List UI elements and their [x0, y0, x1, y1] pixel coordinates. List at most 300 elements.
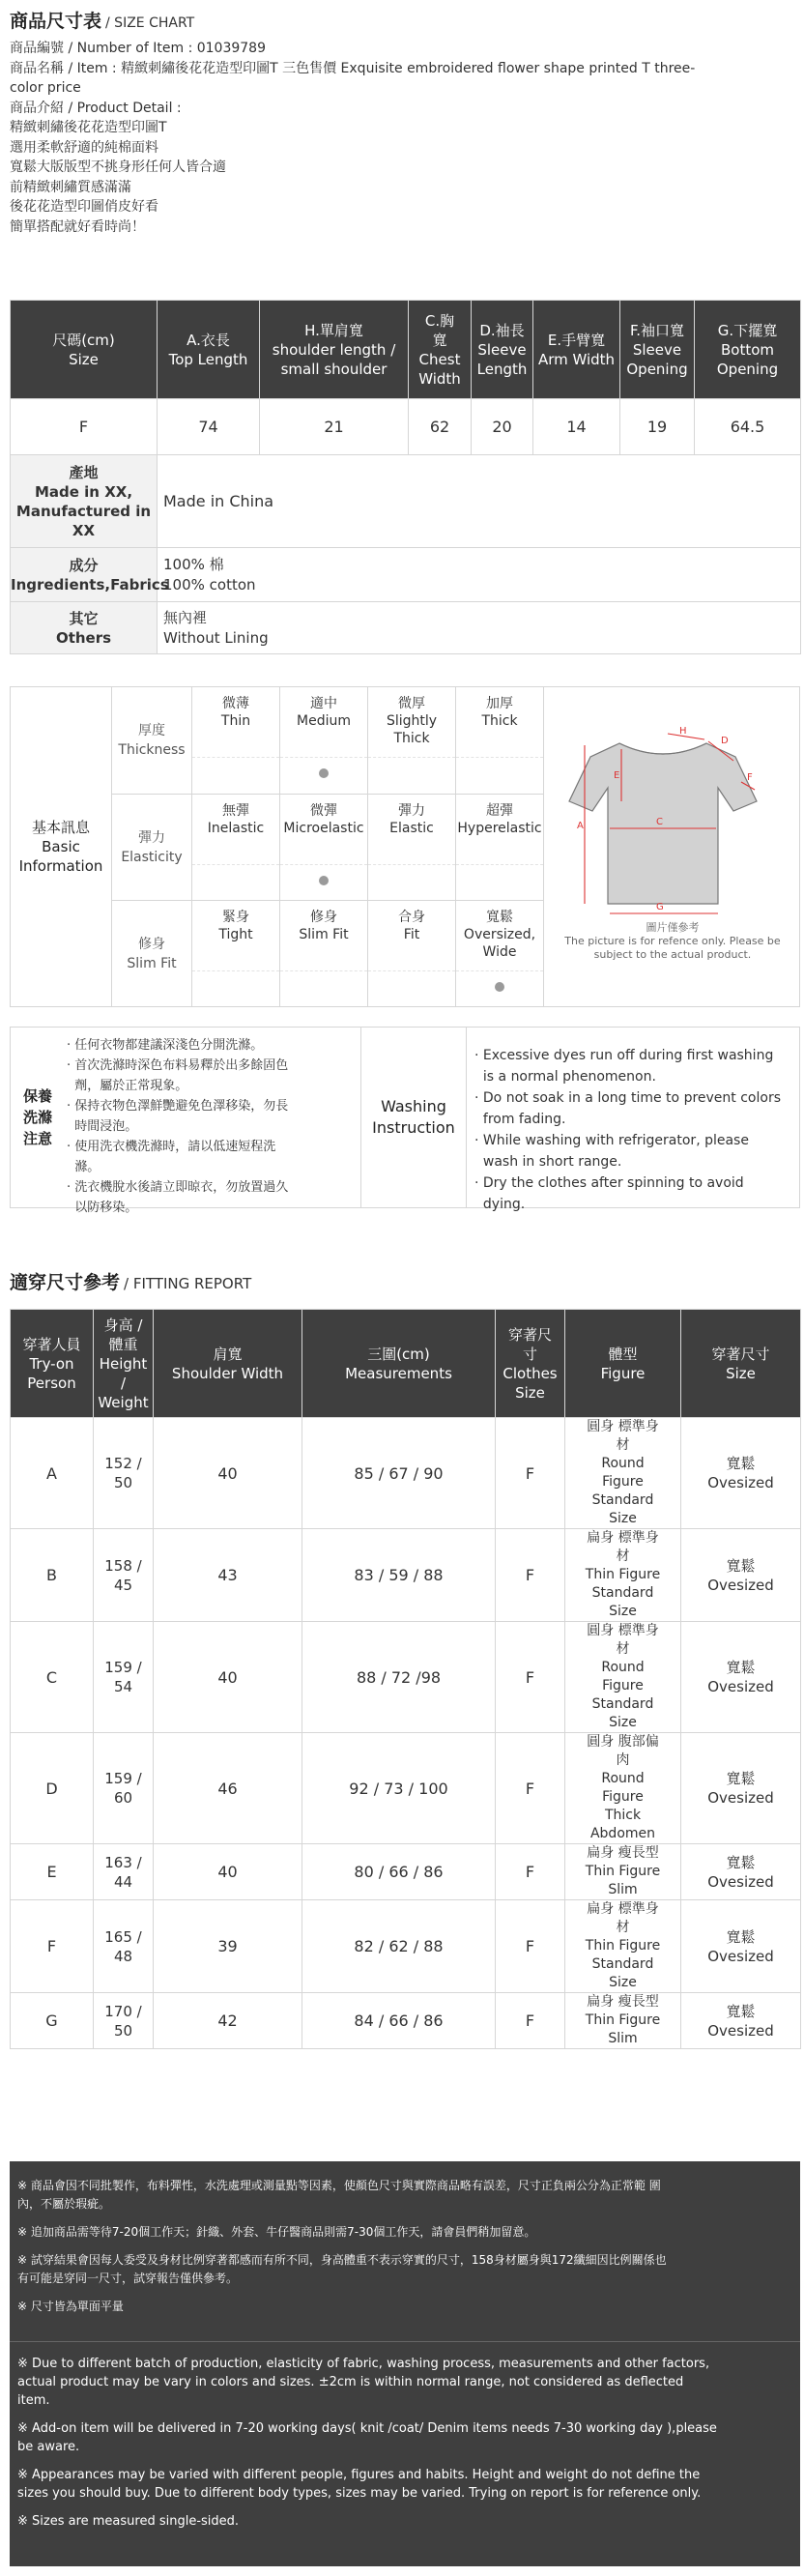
size-header-text: Sleeve	[632, 340, 682, 359]
washing-text-zh	[67, 1035, 357, 1218]
washing-zh-line: · 保持衣物色澤鮮艷避免色澤移染，勿長	[67, 1099, 289, 1114]
size-header-cell	[158, 301, 260, 399]
fit-size-line: Ovesized	[707, 1576, 774, 1594]
try-on-person: D	[11, 1733, 94, 1844]
size-header-text: G.下擺寬	[717, 321, 778, 339]
size-header-text: D.袖長	[479, 321, 525, 339]
basic-option-line: 微薄	[222, 696, 249, 711]
basic-option	[368, 900, 456, 1006]
fitting-row	[11, 1622, 801, 1733]
basic-option-text	[456, 695, 543, 730]
measurements: 83 / 59 / 88	[302, 1529, 496, 1622]
fitting-row	[11, 1900, 801, 1993]
height-weight-line: 50	[113, 2021, 133, 2040]
figure-line: 圓身 標準身	[587, 1419, 659, 1434]
shoulder-width: 46	[154, 1733, 302, 1844]
fitting-header-cell	[154, 1310, 302, 1418]
washing-instruction-line: Instruction	[372, 1118, 455, 1137]
basic-option-text	[192, 802, 279, 837]
basic-option-divider	[456, 864, 543, 865]
material-label	[11, 548, 169, 602]
basic-option-line: 適中	[310, 696, 337, 711]
fitting-header-text: Clothes	[502, 1364, 558, 1382]
fitting-header-text: 體重	[108, 1335, 138, 1353]
basic-row-label-text: Elasticity	[121, 849, 183, 865]
figure-line: Standard	[591, 1585, 654, 1601]
basic-option-line: 無彈	[222, 803, 249, 819]
size-header-text: H.單肩寬	[304, 321, 363, 339]
basic-option	[280, 794, 368, 900]
size-header-text: 尺碼(cm)	[52, 331, 115, 349]
basic-option	[192, 794, 280, 900]
height-weight	[94, 1622, 154, 1733]
washing-zh-line: · 使用洗衣機洗滌時，請以低速短程洗	[67, 1140, 276, 1154]
basic-option-divider	[368, 970, 455, 971]
clothes-size: F	[496, 1733, 565, 1844]
product-info-line: 後花花造型印圖俏皮好看	[10, 199, 158, 215]
size-header-cell	[472, 301, 533, 399]
figure-line: Size	[609, 1715, 637, 1730]
washing-text-en	[474, 1045, 798, 1215]
fit-size-line: 寬鬆	[726, 1853, 756, 1871]
basic-option-line: Inelastic	[207, 821, 265, 836]
basic-option-divider	[368, 864, 455, 865]
product-info-line: 商品介紹 / Product Detail :	[10, 100, 182, 116]
fitting-header-cell	[302, 1310, 496, 1418]
figure-line: Thin Figure	[585, 1864, 661, 1879]
measurements: 82 / 62 / 88	[302, 1900, 496, 1993]
product-info	[10, 39, 800, 237]
height-weight-line: 165 /	[104, 1927, 142, 1946]
fitting-header-text: 穿著尺	[507, 1325, 552, 1344]
basic-row-label-text: Slim Fit	[127, 955, 177, 971]
basic-option-line: Slim Fit	[299, 927, 349, 942]
basic-option-line: 加厚	[486, 696, 513, 711]
size-header-text: F.袖口寬	[630, 321, 684, 339]
size-header-text: Bottom	[720, 340, 775, 359]
washing-zh-line: · 洗衣機脫水後請立即晾衣，勿放置過久	[67, 1180, 289, 1195]
figure-line: 材	[616, 1920, 630, 1935]
clothes-size: F	[496, 1622, 565, 1733]
size-header-text: Sleeve	[477, 340, 527, 359]
height-weight	[94, 1529, 154, 1622]
note-zh	[17, 2177, 790, 2214]
fit-size	[681, 1622, 801, 1733]
origin-value: Made in China	[158, 455, 801, 548]
fitting-header-text: Shoulder Width	[171, 1364, 284, 1382]
material-value	[158, 548, 801, 602]
size-cell: 62	[409, 399, 472, 455]
figure-line: Figure	[602, 1789, 644, 1805]
basic-option-divider	[280, 970, 367, 971]
washing-zh-line: 以防移染。	[67, 1201, 138, 1215]
fitting-row	[11, 1844, 801, 1900]
shoulder-width: 40	[154, 1622, 302, 1733]
fitting-header-text: 體型	[608, 1345, 638, 1363]
note-zh-line: ※ 尺寸皆為單面平量	[17, 2300, 124, 2313]
washing-en-line: · Dry the clothes after spinning to avoid	[474, 1175, 744, 1191]
origin-row	[11, 455, 801, 548]
fitting-header-cell	[11, 1310, 94, 1418]
others-label	[11, 602, 158, 654]
fitting-row	[11, 1733, 801, 1844]
note-en-line: item.	[17, 2393, 50, 2408]
fitting-header-text: 肩寬	[213, 1345, 243, 1363]
basic-option-line: Wide	[482, 944, 517, 960]
basic-option-text	[456, 909, 543, 961]
basic-row-label	[111, 900, 192, 1006]
fit-size-line: 寬鬆	[726, 1770, 756, 1787]
figure-line: 材	[616, 1641, 630, 1657]
figure	[565, 1622, 681, 1733]
fit-size	[681, 1733, 801, 1844]
washing-zh-line: 劑，屬於正常現象。	[67, 1079, 188, 1093]
material-value-line: 100% cotton	[163, 575, 256, 593]
figure-line: Thick	[604, 1808, 642, 1823]
basic-option-divider	[456, 970, 543, 971]
height-weight	[94, 1844, 154, 1900]
basic-row-label	[111, 687, 192, 794]
fit-size-line: Ovesized	[707, 1872, 774, 1891]
diagram-note-line: 圖片僅參考	[646, 921, 700, 934]
measurements: 85 / 67 / 90	[302, 1418, 496, 1529]
figure-line: 扁身 瘦長型	[587, 1994, 659, 2010]
basic-option-line: 合身	[398, 910, 425, 925]
basic-option	[280, 900, 368, 1006]
fitting-report-table	[10, 1309, 800, 2049]
basic-option-text	[192, 909, 279, 943]
washing-zh-line: 時間浸泡。	[67, 1119, 138, 1134]
notes-divider	[10, 2341, 800, 2342]
basic-row-label-text: 修身	[138, 936, 165, 952]
basic-option-line: Thick	[393, 731, 430, 746]
basic-option	[192, 900, 280, 1006]
fitting-header-text: 寸	[522, 1345, 537, 1363]
figure-line: Slim	[608, 2031, 638, 2046]
basic-option-line: 微厚	[398, 696, 425, 711]
measurements: 88 / 72 /98	[302, 1622, 496, 1733]
material-value-line: 100% 棉	[163, 555, 224, 573]
basic-option-text	[280, 695, 367, 730]
figure	[565, 1844, 681, 1900]
clothes-size: F	[496, 1529, 565, 1622]
washing-instruction-line: Washing	[381, 1097, 446, 1115]
diagram-letter: A	[577, 821, 584, 831]
basic-option	[192, 687, 280, 794]
height-weight-line: 158 /	[104, 1556, 142, 1575]
figure-line: 扁身 標準身	[587, 1530, 659, 1546]
shoulder-width: 42	[154, 1993, 302, 2049]
diagram-letter: F	[747, 772, 753, 783]
basic-option-divider	[192, 970, 279, 971]
basic-option	[456, 794, 544, 900]
basic-option-text	[368, 802, 455, 837]
diagram-letter: D	[721, 736, 729, 746]
basic-row-label-text: Thickness	[118, 742, 186, 758]
fitting-header-text: Size	[726, 1364, 756, 1382]
fitting-header-cell	[94, 1310, 154, 1418]
height-weight-line: 159 /	[104, 1770, 142, 1787]
figure-line: Slim	[608, 1882, 638, 1897]
height-weight	[94, 1900, 154, 1993]
fitting-header-cell	[565, 1310, 681, 1418]
fitting-header-text: Try-on	[29, 1354, 74, 1373]
basic-option-line: 彈力	[398, 803, 425, 819]
note-en-line: ※ Appearances may be varied with different people, figures and habits. Height and weight do not define the	[17, 2468, 701, 2482]
basic-option-divider	[280, 864, 367, 865]
note-zh-line: 有可能是穿同一尺寸，試穿報告僅供參考。	[17, 2272, 239, 2285]
others-label-line: 其它	[69, 609, 99, 627]
figure	[565, 1733, 681, 1844]
note-zh-line: ※ 追加商品需等待7-20個工作天；針織、外套、牛仔醫商品則需7-30個工作天，請會員們稍加留意。	[17, 2225, 536, 2239]
size-header-text: Length	[476, 360, 528, 378]
clothes-size: F	[496, 1844, 565, 1900]
washing-section	[10, 1027, 800, 1215]
size-cell: 14	[533, 399, 620, 455]
height-weight-line: 44	[113, 1872, 133, 1891]
fitting-header-text: 三圍(cm)	[367, 1345, 430, 1363]
height-weight-line: 54	[113, 1678, 133, 1695]
washing-label-line: 保養	[22, 1087, 52, 1105]
fitting-header-text: /	[120, 1374, 127, 1392]
diagram-note	[552, 921, 793, 962]
material-row	[11, 548, 801, 602]
try-on-person: G	[11, 1993, 94, 2049]
height-weight-line: 60	[113, 1789, 133, 1807]
selected-dot-icon	[319, 768, 329, 778]
others-value	[158, 602, 801, 654]
basic-info-title-line: Information	[18, 857, 103, 875]
basic-option-line: Tight	[218, 927, 253, 942]
basic-option-text	[280, 802, 367, 837]
basic-option-divider	[192, 864, 279, 865]
basic-option-line: Thin	[220, 713, 251, 729]
selected-dot-icon	[495, 982, 504, 992]
size-cell: 74	[158, 399, 260, 455]
figure-line: 材	[616, 1437, 630, 1453]
fitting-row	[11, 1529, 801, 1622]
note-zh-line: 內，不屬於瑕疵。	[17, 2197, 111, 2211]
size-header-text: Size	[69, 350, 99, 368]
note-zh	[17, 2298, 790, 2316]
size-cell: 21	[260, 399, 409, 455]
figure	[565, 1993, 681, 2049]
figure	[565, 1529, 681, 1622]
note-en-line: ※ Sizes are measured single-sided.	[17, 2514, 240, 2529]
fit-size-line: 寬鬆	[726, 1659, 756, 1676]
try-on-person: E	[11, 1844, 94, 1900]
note-en-line: ※ Add-on item will be delivered in 7-20 working days( knit /coat/ Denim items needs 7-30 working day ),please	[17, 2421, 717, 2436]
note-zh	[17, 2223, 790, 2242]
figure-line: Standard	[591, 1492, 654, 1508]
basic-option-line: 微彈	[310, 803, 337, 819]
figure-line: Size	[609, 1604, 637, 1619]
size-header-text: C.胸	[424, 311, 455, 330]
fit-size-line: Ovesized	[707, 1474, 774, 1491]
fit-size	[681, 1418, 801, 1529]
fit-size-line: 寬鬆	[726, 1927, 756, 1946]
fitting-row	[11, 1418, 801, 1529]
try-on-person: B	[11, 1529, 94, 1622]
fitting-header-text: 身高 /	[103, 1316, 143, 1334]
fit-size	[681, 1529, 801, 1622]
clothes-size: F	[496, 1900, 565, 1993]
diagram-letter: H	[679, 726, 687, 737]
fit-size-line: 寬鬆	[726, 1455, 756, 1472]
basic-option-line: 超彈	[486, 803, 513, 819]
figure-line: 圓身 標準身	[587, 1623, 659, 1638]
note-en-line: ※ Due to different batch of production, elasticity of fabric, washing process, measurements and other factors,	[17, 2357, 710, 2371]
size-cell: 19	[620, 399, 695, 455]
figure-line: 扁身 標準身	[587, 1901, 659, 1917]
basic-option-line: Elastic	[389, 821, 434, 836]
material-label-line: 成分	[69, 556, 99, 574]
size-header-text: Chest	[418, 350, 461, 368]
product-info-line: 寬鬆大版版型不挑身形任何人皆合適	[10, 159, 226, 175]
basic-option-line: Oversized,	[463, 927, 536, 942]
figure-line: Standard	[591, 1696, 654, 1712]
figure-line: Standard	[591, 1956, 654, 1972]
fitting-header-text: Weight	[98, 1393, 149, 1411]
others-label-line: Others	[55, 628, 112, 647]
figure-line: Round	[601, 1660, 645, 1675]
size-header-cell	[409, 301, 472, 399]
measurements: 84 / 66 / 86	[302, 1993, 496, 2049]
tshirt-diagram-icon	[552, 705, 793, 927]
basic-option-line: Thick	[481, 713, 518, 729]
height-weight	[94, 1418, 154, 1529]
fit-size	[681, 1900, 801, 1993]
figure-line: Size	[609, 1975, 637, 1990]
page-title: 商品尺寸表 / SIZE CHART	[10, 11, 195, 32]
fitting-header-text: Height	[99, 1354, 148, 1373]
diagram-letter: C	[656, 817, 663, 827]
fitting-header-text: 穿著人員	[22, 1335, 81, 1353]
size-table-header	[11, 301, 801, 399]
height-weight-line: 152 /	[104, 1455, 142, 1472]
fitting-header-text: 穿著尺寸	[711, 1345, 770, 1363]
basic-info-title	[11, 687, 111, 1006]
note-en	[17, 2355, 790, 2410]
size-header-cell	[533, 301, 620, 399]
basic-option-line: 緊身	[222, 910, 249, 925]
notes-en	[17, 2355, 790, 2540]
shoulder-width: 40	[154, 1418, 302, 1529]
shoulder-width: 43	[154, 1529, 302, 1622]
fitting-report-title: 適穿尺寸參考 / FITTING REPORT	[10, 1272, 252, 1293]
measurements: 80 / 66 / 86	[302, 1844, 496, 1900]
size-header-cell	[695, 301, 801, 399]
basic-option-text	[280, 909, 367, 943]
basic-option-text	[368, 909, 455, 943]
product-info-line: 精緻刺繡後花花造型印圖T	[10, 120, 167, 135]
height-weight-line: 45	[113, 1576, 133, 1594]
size-cell: F	[11, 399, 158, 455]
origin-label	[11, 455, 158, 548]
size-header-text: A.衣長	[187, 331, 230, 349]
basic-option-divider	[368, 757, 455, 758]
shoulder-width: 39	[154, 1900, 302, 1993]
fitting-header-text: Figure	[600, 1364, 646, 1382]
basic-option-text	[456, 802, 543, 837]
size-header-text: 寬	[432, 331, 447, 349]
size-header-text: Top Length	[168, 350, 248, 368]
basic-option	[280, 687, 368, 794]
basic-option	[368, 794, 456, 900]
notes-section	[10, 2161, 800, 2566]
height-weight-line: 163 /	[104, 1853, 142, 1871]
basic-option-line: Fit	[403, 927, 420, 942]
others-value-line: 無內裡	[163, 608, 208, 626]
size-header-text: Width	[418, 369, 461, 388]
note-zh-line: ※ 商品會因不同批製作，布料彈性，水洗處理或測量點等因素，使顏色尺寸與實際商品略有誤差，尺寸正負兩公分為正常範 圍	[17, 2179, 661, 2192]
washing-en-line: dying.	[474, 1197, 526, 1212]
figure	[565, 1418, 681, 1529]
washing-en-line: · Do not soak in a long time to prevent colors	[474, 1090, 781, 1106]
product-info-line: 商品編號 / Number of Item : 01039789	[10, 41, 266, 56]
origin-label-line: Made in XX,	[34, 482, 133, 501]
washing-instruction-label	[360, 1028, 467, 1207]
washing-label-zh	[11, 1028, 65, 1207]
size-header-text: Opening	[716, 360, 779, 378]
basic-row-label-text: 彈力	[138, 829, 165, 846]
figure-line: 材	[616, 1548, 630, 1564]
washing-zh-line: 滌。	[67, 1160, 100, 1174]
washing-en-line: wash in short range.	[474, 1154, 622, 1170]
fitting-header-text: Measurements	[345, 1364, 452, 1382]
diagram-letter: G	[656, 902, 664, 912]
fit-size-line: Ovesized	[707, 1947, 774, 1965]
basic-info-title-line: Basic	[42, 838, 80, 855]
origin-label-line: 產地	[69, 463, 99, 481]
product-info-line: color price	[10, 80, 81, 96]
basic-info-title-line: 基本訊息	[31, 819, 90, 836]
diagram-letter: E	[614, 770, 620, 781]
size-cell: 20	[472, 399, 533, 455]
size-header-text: Opening	[626, 360, 688, 378]
basic-row-label-text: 厚度	[138, 723, 165, 738]
fit-size-line: 寬鬆	[726, 2002, 756, 2020]
others-row	[11, 602, 801, 654]
figure-line: Thin Figure	[585, 2012, 661, 2028]
washing-zh-line: · 首次洗滌時深色布料易釋於出多餘固色	[67, 1058, 289, 1073]
note-en-line: be aware.	[17, 2440, 80, 2454]
basic-option-line: 寬鬆	[486, 910, 513, 925]
washing-en-line: · Excessive dyes run off during first washing	[474, 1048, 774, 1063]
height-weight-line: 170 /	[104, 2002, 142, 2020]
measurements: 92 / 73 / 100	[302, 1733, 496, 1844]
fitting-row	[11, 1993, 801, 2049]
washing-label-line: 注意	[22, 1130, 52, 1147]
figure-line: Round	[601, 1771, 645, 1786]
shoulder-width: 40	[154, 1844, 302, 1900]
basic-option-line: Medium	[297, 713, 351, 729]
figure-line: Round	[601, 1456, 645, 1471]
basic-info-section	[10, 686, 800, 1007]
note-en-line: actual product may be vary in colors and sizes. ±2cm is within normal range, not considered as deflected	[17, 2375, 684, 2389]
try-on-person: F	[11, 1900, 94, 1993]
basic-option-text	[368, 695, 455, 747]
notes-zh	[17, 2177, 790, 2326]
washing-en-line: from fading.	[474, 1112, 566, 1127]
size-header-text: small shoulder	[280, 360, 388, 378]
fit-size-line: 寬鬆	[726, 1556, 756, 1575]
basic-option-divider	[192, 757, 279, 758]
others-value-line: Without Lining	[163, 628, 269, 647]
fitting-header-cell	[681, 1310, 801, 1418]
clothes-size: F	[496, 1993, 565, 2049]
fit-size-line: Ovesized	[707, 1678, 774, 1695]
